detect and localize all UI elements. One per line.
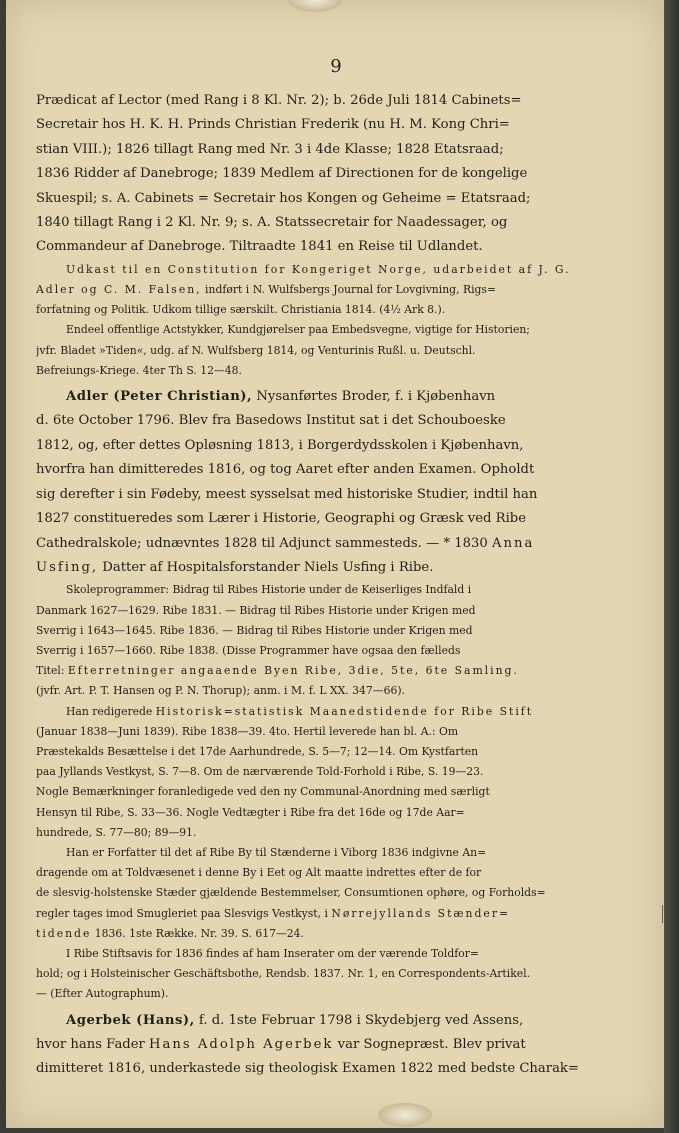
text-line	[36, 722, 636, 742]
text-run: d. 6te October 1796. Blev fra Basedows Institut sat i det Schouboeske	[36, 413, 506, 429]
page-number: 9	[330, 56, 342, 77]
text-run: tidende	[36, 926, 92, 940]
text-run: hundrede, S. 77—80; 89—91.	[36, 825, 197, 839]
text-run: Han er Forfatter til det af Ribe By til Stænderne i Viborg 1836 indgivne An=	[66, 845, 487, 859]
text-line	[36, 341, 636, 361]
text-run: Præstekalds Besættelse i det 17de Aarhundrede, S. 5—7; 12—14. Om Kystfarten	[36, 744, 479, 758]
text-run: 1812, og, efter dettes Opløsning 1813, i Borgerdydsskolen i Kjøbenhavn,	[36, 437, 524, 453]
text-line	[36, 1057, 636, 1081]
text-run: (jvfr. Art. P. T. Hansen og P. N. Thorup); anm. i M. f. L XX. 347—66).	[36, 684, 405, 698]
text-line	[36, 681, 636, 701]
text-run: hvorfra han dimitteredes 1816, og tog Aaret efter anden Examen. Opholdt	[36, 462, 535, 478]
text-run: (Januar 1838—Juni 1839). Ribe 1838—39. 4to. Hertil leverede han bl. A.: Om	[36, 724, 459, 738]
text-run: sig derefter i sin Fødeby, meest sysselsat med historiske Studier, indtil han	[36, 486, 538, 502]
text-body	[36, 89, 636, 1082]
text-line	[36, 904, 636, 924]
text-run: jvfr. Bladet »Tiden«, udg. af N. Wulfsberg 1814, og Venturinis Rußl. u. Deutschl.	[36, 343, 476, 357]
text-line	[36, 280, 636, 300]
text-line	[36, 138, 636, 162]
text-run: dimitteret 1816, underkastede sig theologisk Examen 1822 med bedste Charak=	[36, 1061, 579, 1077]
text-line	[36, 507, 636, 531]
text-line	[36, 621, 636, 641]
text-run: Befreiungs-Kriege. 4ter Th S. 12—48.	[36, 363, 242, 377]
text-run: Nysanførtes Broder, f. i Kjøbenhavn	[252, 389, 496, 405]
margin-mark	[662, 905, 663, 923]
text-line	[36, 742, 636, 762]
text-line	[36, 964, 636, 984]
text-run: Datter af Hospitalsforstander Niels Usfing i Ribe.	[98, 559, 434, 575]
text-run: de slesvig-holstenske Stæder gjældende Bestemmelser, Consumtionen ophøre, og Forholds=	[36, 886, 546, 900]
entry-headword: Agerbek (Hans),	[66, 1012, 195, 1028]
text-run: Skoleprogrammer: Bidrag til Ribes Historie under de Keiserliges Indfald i	[66, 583, 472, 597]
text-line	[36, 458, 636, 482]
text-run: Nogle Bemærkninger foranledigede ved den ny Communal-Anordning med særligt	[36, 785, 490, 799]
text-run: I Ribe Stiftsavis for 1836 findes af ham Inserater om der værende Toldfor=	[66, 946, 479, 960]
text-line	[36, 361, 636, 381]
text-line	[36, 260, 636, 280]
text-line	[36, 1009, 636, 1033]
text-line	[36, 984, 636, 1004]
text-run: 1836 Ridder af Danebroge; 1839 Medlem af Directionen for de kongelige	[36, 166, 528, 182]
text-line	[36, 187, 636, 211]
text-line	[36, 863, 636, 883]
text-run: hold; og i Holsteinischer Geschäftsbothe, Rendsb. 1837. Nr. 1, en Correspondents-Artikel.	[36, 967, 531, 981]
entry-headword: Adler (Peter Christian),	[66, 389, 253, 405]
text-run: indført i N. Wulfsbergs Journal for Lovgivning, Rigs=	[201, 283, 497, 297]
text-line	[36, 580, 636, 600]
text-line	[36, 211, 636, 235]
text-line	[36, 661, 636, 681]
text-line	[36, 409, 636, 433]
text-run: — (Efter Autographum).	[36, 987, 169, 1001]
text-run: Prædicat af Lector (med Rang i 8 Kl. Nr. 2); b. 26de Juli 1814 Cabinets=	[36, 93, 522, 108]
binding-hole-bottom	[378, 1103, 432, 1127]
text-run: f. d. 1ste Februar 1798 i Skydebjerg ved Assens,	[194, 1012, 524, 1028]
text-line	[36, 601, 636, 621]
text-run: Endeel offentlige Actstykker, Kundgjørelser paa Embedsvegne, vigtige for Historien;	[66, 323, 530, 337]
text-line	[36, 556, 636, 580]
text-line	[36, 300, 636, 320]
text-run: Usfing,	[36, 559, 99, 575]
text-line	[36, 434, 636, 458]
text-run: var Sognepræst. Blev privat	[333, 1036, 526, 1052]
text-run: Hans Adolph Agerbek	[149, 1036, 334, 1052]
text-line	[36, 483, 636, 507]
text-line	[36, 113, 636, 137]
book-edge	[664, 0, 679, 1133]
text-line	[36, 762, 636, 782]
text-run: forfatning og Politik. Udkom tillige særskilt. Christiania 1814. (4½ Ark 8.).	[36, 303, 446, 317]
text-line	[36, 924, 636, 944]
text-line	[36, 803, 636, 823]
text-line	[36, 702, 636, 722]
text-run: Adler og C. M. Falsen,	[36, 283, 202, 297]
text-line	[36, 843, 636, 863]
text-line	[36, 532, 636, 556]
text-run: 1827 constitueredes som Lærer i Historie, Geographi og Græsk ved Ribe	[36, 511, 527, 527]
text-line	[36, 823, 636, 843]
text-line	[36, 641, 636, 661]
text-line	[36, 235, 636, 259]
text-line	[36, 320, 636, 340]
text-line	[36, 1033, 636, 1057]
text-line	[36, 162, 636, 186]
text-run: Sverrig i 1657—1660. Ribe 1838. (Disse Programmer have ogsaa den fælleds	[36, 643, 461, 657]
text-run: Anna	[492, 535, 535, 551]
text-line	[36, 89, 636, 113]
text-run: hvor hans Fader	[36, 1036, 150, 1052]
text-run: Cathedralskole; udnævntes 1828 til Adjunct sammesteds. — * 1830	[36, 535, 492, 551]
text-run: Skuespil; s. A. Cabinets = Secretair hos Kongen og Geheime = Etatsraad;	[36, 190, 531, 206]
text-line	[36, 883, 636, 903]
text-line	[36, 782, 636, 802]
text-run: paa Jyllands Vestkyst, S. 7—8. Om de nærværende Told-Forhold i Ribe, S. 19—23.	[36, 765, 484, 779]
text-run: regler tages imod Smugleriet paa Slesvigs Vestkyst, i	[36, 906, 332, 920]
text-run: Commandeur af Danebroge. Tiltraadte 1841 en Reise til Udlandet.	[36, 239, 483, 255]
text-run: Hensyn til Ribe, S. 33—36. Nogle Vedtægter i Ribe fra det 16de og 17de Aar=	[36, 805, 465, 819]
text-run: Sverrig i 1643—1645. Ribe 1836. — Bidrag til Ribes Historie under Krigen med	[36, 623, 473, 637]
text-run: Historisk=statistisk Maanedstidende for Ribe Stift	[155, 704, 534, 718]
binding-hole-top	[288, 0, 342, 12]
text-line	[36, 385, 636, 409]
text-run: dragende om at Toldvæsenet i denne By i Eet og Alt maatte indrettes efter de for	[36, 866, 482, 880]
text-run: Danmark 1627—1629. Ribe 1831. — Bidrag til Ribes Historie under Krigen med	[36, 603, 476, 617]
book-page	[6, 0, 664, 1128]
text-run: Udkast til en Constitution for Kongeriget Norge, udarbeidet af J. G.	[66, 262, 571, 276]
text-run: Titel:	[36, 664, 68, 678]
text-run: 1836. 1ste Række. Nr. 39. S. 617—24.	[91, 926, 304, 940]
text-run: 1840 tillagt Rang i 2 Kl. Nr. 9; s. A. Statssecretair for Naadessager, og	[36, 215, 508, 231]
text-run: Han redigerede	[66, 704, 156, 718]
text-line	[36, 944, 636, 964]
text-run: stian VIII.); 1826 tillagt Rang med Nr. 3 i 4de Klasse; 1828 Etatsraad;	[36, 141, 504, 157]
text-run: Efterretninger angaaende Byen Ribe, 3die, 5te, 6te Samling.	[67, 664, 519, 678]
text-run: Nørrejyllands Stænder=	[331, 906, 511, 920]
text-run: Secretair hos H. K. H. Prinds Christian Frederik (nu H. M. Kong Chri=	[36, 117, 510, 133]
page-content	[36, 56, 636, 1082]
